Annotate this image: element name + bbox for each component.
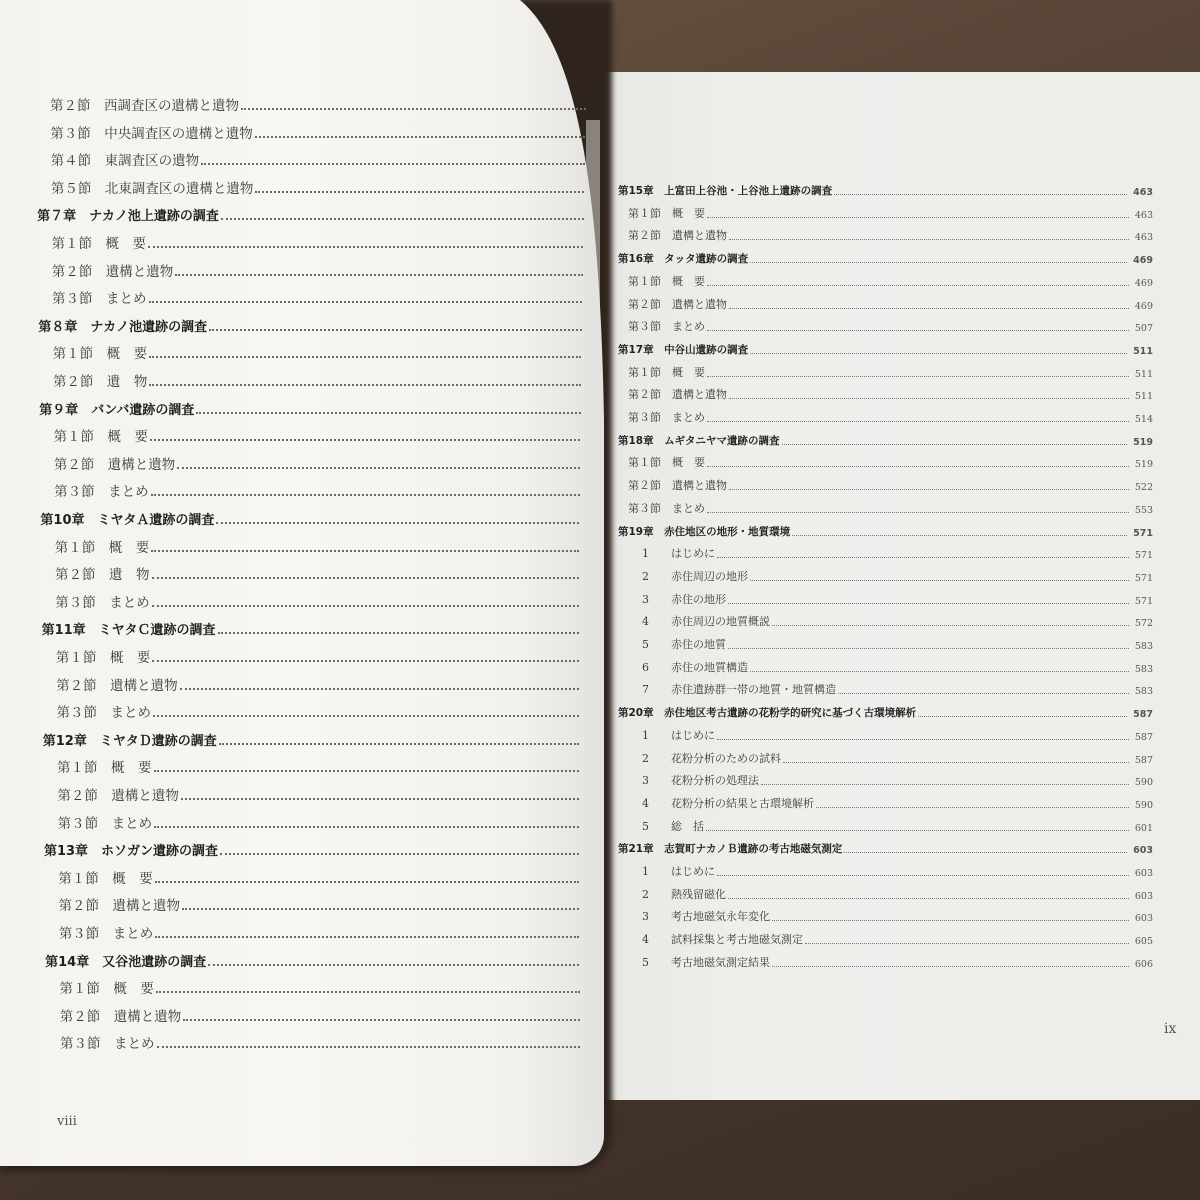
toc-label: 第１節 概 要: [628, 274, 705, 288]
toc-leader-dots: [728, 648, 1129, 649]
toc-section: [642, 816, 1153, 834]
toc-label: 第17章 中谷山遺跡の調査: [618, 343, 749, 356]
toc-leader-dots: [707, 376, 1129, 377]
toc-leader-dots: [729, 489, 1129, 490]
toc-section: [628, 452, 1153, 470]
toc-label: 第13章 ホソガン遺跡の調査: [43, 844, 219, 860]
toc-label: 第12章 ミヤタＤ遺跡の調査: [42, 733, 217, 749]
toc-label: 5 赤住の地質: [642, 638, 726, 651]
toc-label: 1 はじめに: [642, 865, 715, 878]
toc-page-number: 601: [1134, 822, 1153, 834]
toc-leader-dots: [706, 830, 1129, 831]
toc-section: [628, 203, 1153, 221]
toc-chapter: [618, 838, 1153, 856]
toc-label: 7 赤住遺跡群一帯の地質・地質構造: [642, 683, 836, 697]
toc-label: 2 熱残留磁化: [642, 887, 726, 901]
toc-leader-dots: [707, 285, 1129, 286]
toc-section: [628, 271, 1153, 289]
toc-label: 第２節 遺 物: [55, 567, 150, 584]
toc-page-number: 463: [1134, 209, 1153, 221]
toc-label: 第９章 バンバ遺跡の調査: [39, 402, 195, 418]
toc-label: 第２節 遺構と遺物: [51, 263, 174, 280]
toc-label: 第１節 概 要: [628, 206, 705, 220]
toc-section: [628, 362, 1153, 380]
toc-page-number: 571: [1134, 550, 1153, 562]
toc-label: 1 はじめに: [642, 728, 715, 742]
toc-page-number: 590: [1134, 799, 1153, 811]
toc-page-number: 553: [1134, 504, 1153, 516]
toc-label: 第１節 概 要: [51, 236, 146, 252]
toc-label: 第２節 遺構と遺物: [59, 1008, 182, 1025]
toc-leader-dots: [783, 762, 1129, 763]
toc-label: 4 試料採集と考古地磁気測定: [642, 933, 803, 947]
toc-page-number: 519: [1134, 459, 1153, 471]
toc-leader-dots: [844, 852, 1127, 853]
toc-label: 第３節 まとめ: [58, 926, 154, 942]
toc-label: 第21章 志賀町ナカノＢ遺跡の考古地磁気測定: [618, 843, 843, 856]
toc-section: [628, 316, 1153, 334]
toc-leader-dots: [728, 898, 1129, 899]
toc-chapter: [618, 521, 1153, 539]
toc-section: [628, 407, 1153, 425]
toc-leader-dots: [782, 444, 1128, 445]
toc-label: 4 赤住周辺の地質概説: [642, 615, 770, 629]
toc-leader-dots: [707, 466, 1129, 467]
toc-page-number: 571: [1133, 527, 1153, 539]
toc-label: 第３節 まとめ: [628, 501, 705, 515]
toc-section: [642, 679, 1153, 697]
toc-label: 第２節 遺構と遺物: [56, 677, 178, 694]
toc-leader-dots: [717, 557, 1129, 558]
toc-label: 第19章 赤住地区の地形・地質環境: [618, 525, 791, 538]
toc-label: 第１節 概 要: [59, 981, 154, 998]
toc-page-number: 606: [1134, 958, 1153, 970]
toc-page-number: 583: [1134, 686, 1153, 698]
toc-section: [642, 589, 1153, 607]
toc-label: 第７章 ナカノ池上遺跡の調査: [37, 209, 219, 225]
toc-label: 第４節 東調査区の遺物: [50, 153, 200, 170]
toc-page-number: 571: [1134, 572, 1153, 584]
toc-leader-dots: [750, 353, 1127, 354]
toc-label: 3 花粉分析の処理法: [642, 774, 759, 788]
toc-section: [628, 294, 1153, 312]
toc-label: 第５節 北東調査区の遺構と遺物: [50, 180, 254, 197]
toc-label: 第１節 概 要: [54, 539, 150, 556]
toc-leader-dots: [834, 194, 1127, 195]
toc-label: 5 総 括: [642, 819, 704, 833]
toc-page-number: 463: [1133, 187, 1153, 198]
toc-section: [628, 475, 1153, 493]
toc-label: 第１節 概 要: [628, 456, 705, 470]
toc-leader-dots: [792, 535, 1127, 536]
toc-section: [642, 566, 1153, 584]
toc-label: 第20章 赤住地区考古遺跡の花粉学的研究に基づく古環境解析: [618, 707, 917, 720]
toc-leader-dots: [717, 875, 1129, 876]
toc-page-number: 463: [1134, 232, 1153, 244]
toc-chapter: [618, 430, 1153, 448]
toc-leader-dots: [707, 512, 1129, 513]
toc-leader-dots: [750, 671, 1129, 672]
toc-page-number: 603: [1134, 890, 1153, 902]
toc-label: 第１節 概 要: [53, 429, 149, 446]
toc-label: 第15章 上富田上谷池・上谷池上遺跡の調査: [618, 185, 833, 197]
toc-leader-dots: [729, 239, 1129, 240]
toc-section: [642, 929, 1153, 947]
toc-section: [628, 384, 1153, 402]
toc-label: 第２節 遺構と遺物: [53, 456, 176, 473]
toc-page-number: 522: [1134, 482, 1153, 494]
right-folio: ix: [1164, 1021, 1177, 1037]
toc-chapter: [618, 702, 1153, 720]
toc-chapter: [618, 180, 1153, 198]
toc-leader-dots: [772, 920, 1129, 921]
toc-section: [642, 543, 1153, 561]
toc-leader-dots: [729, 308, 1129, 309]
toc-page-number: 469: [1133, 255, 1153, 267]
toc-label: 2 赤住周辺の地形: [642, 569, 748, 583]
toc-label: 第１節 概 要: [57, 760, 152, 777]
toc-label: 第３節 まとめ: [60, 1036, 155, 1053]
toc-label: 第３節 まとめ: [55, 594, 150, 611]
toc-label: 3 考古地磁気永年変化: [642, 910, 770, 924]
toc-section: [642, 725, 1153, 743]
toc-label: 第１節 概 要: [628, 365, 705, 379]
toc-section: [642, 884, 1153, 902]
toc-section: [642, 748, 1153, 766]
toc-label: 第２節 遺構と遺物: [628, 388, 727, 402]
toc-leader-dots: [816, 807, 1129, 808]
toc-leader-dots: [728, 603, 1129, 604]
toc-leader-dots: [772, 625, 1129, 626]
toc-page-number: 469: [1134, 277, 1153, 289]
toc-label: 5 考古地磁気測定結果: [642, 955, 770, 969]
toc-section: [642, 793, 1153, 811]
toc-section: [642, 861, 1153, 879]
toc-label: 第２節 遺構と遺物: [58, 898, 181, 915]
toc-page-number: 590: [1134, 777, 1153, 789]
toc-leader-dots: [750, 262, 1127, 263]
toc-page-number: 603: [1134, 913, 1153, 925]
toc-label: 第３節 中央調査区の遺構と遺物: [50, 125, 253, 142]
toc-label: 第14章 又谷池遺跡の調査: [45, 954, 207, 970]
toc-label: 第３節 まとめ: [628, 411, 705, 424]
toc-section: [642, 906, 1153, 924]
toc-page-number: 511: [1133, 345, 1153, 357]
toc-leader-dots: [918, 716, 1127, 717]
toc-section: [642, 770, 1153, 788]
toc-label: 第３節 まとめ: [54, 484, 149, 501]
toc-leader-dots: [761, 784, 1129, 785]
toc-label: 1 はじめに: [642, 547, 715, 561]
toc-label: 第３節 まとめ: [57, 815, 153, 832]
toc-label: 第３節 まとめ: [628, 320, 705, 334]
toc-page-number: 587: [1134, 754, 1153, 766]
toc-label: 第10章 ミヤタＡ遺跡の調査: [40, 513, 215, 528]
toc-page-number: 514: [1134, 414, 1153, 425]
toc-chapter: [618, 248, 1153, 266]
toc-label: 第２節 遺構と遺物: [57, 788, 179, 804]
toc-label: 第１節 概 要: [55, 650, 151, 666]
toc-page-number: 603: [1134, 868, 1153, 879]
toc-label: 第２節 遺構と遺物: [628, 479, 727, 493]
toc-page-number: 572: [1134, 618, 1153, 630]
toc-section: [642, 611, 1153, 629]
toc-label: 第２節 遺構と遺物: [628, 229, 727, 243]
toc-page-number: 603: [1133, 845, 1153, 857]
toc-label: 第16章 タッタ遺跡の調査: [618, 253, 749, 266]
toc-leader-dots: [707, 217, 1129, 218]
toc-section: [642, 657, 1153, 675]
toc-label: 第３節 まとめ: [56, 705, 151, 722]
toc-page-number: 583: [1134, 663, 1153, 675]
toc-leader-dots: [750, 580, 1129, 581]
toc-section: [628, 498, 1153, 516]
toc-page-number: 605: [1134, 936, 1153, 948]
toc-page-number: 511: [1134, 391, 1153, 403]
toc-page-number: 587: [1134, 731, 1153, 743]
toc-leader-dots: [805, 943, 1129, 944]
toc-label: 第１節 概 要: [52, 346, 148, 363]
toc-leader-dots: [838, 693, 1129, 694]
toc-page-number: 519: [1133, 436, 1153, 448]
toc-label: 第２節 遺構と遺物: [628, 297, 727, 311]
toc-page-number: 511: [1134, 368, 1153, 380]
toc-chapter: [618, 339, 1153, 357]
toc-leader-dots: [729, 398, 1129, 399]
toc-page-number: 587: [1133, 709, 1153, 721]
toc-label: 第11章 ミヤタＣ遺跡の調査: [41, 623, 216, 639]
toc-page-number: 583: [1134, 641, 1153, 652]
toc-label: 6 赤住の地質構造: [642, 660, 748, 674]
toc-label: 3 赤住の地形: [642, 592, 726, 606]
toc-leader-dots: [772, 966, 1129, 967]
toc-leader-dots: [707, 330, 1129, 331]
toc-section: [642, 634, 1153, 652]
toc-label: 第３節 まとめ: [52, 291, 147, 308]
toc-page-number: 507: [1134, 323, 1153, 335]
toc-label: 第１節 概 要: [58, 870, 153, 887]
toc-page-number: 571: [1134, 595, 1153, 607]
toc-label: 第２節 遺 物: [52, 374, 148, 390]
toc-label: 第18章 ムギタニヤマ遺跡の調査: [618, 434, 780, 447]
toc-label: 4 花粉分析の結果と古環境解析: [642, 796, 814, 810]
toc-leader-dots: [717, 739, 1129, 740]
toc-leader-dots: [707, 421, 1129, 422]
toc-section: [642, 952, 1153, 970]
left-folio: viii: [57, 1114, 77, 1129]
toc-label: 第２節 西調査区の遺構と遺物: [50, 98, 239, 114]
toc-label: 第８章 ナカノ池遺跡の調査: [38, 319, 208, 335]
toc-page-number: 469: [1134, 300, 1153, 312]
toc-section: [628, 225, 1153, 243]
toc-label: 2 花粉分析のための試料: [642, 751, 781, 765]
